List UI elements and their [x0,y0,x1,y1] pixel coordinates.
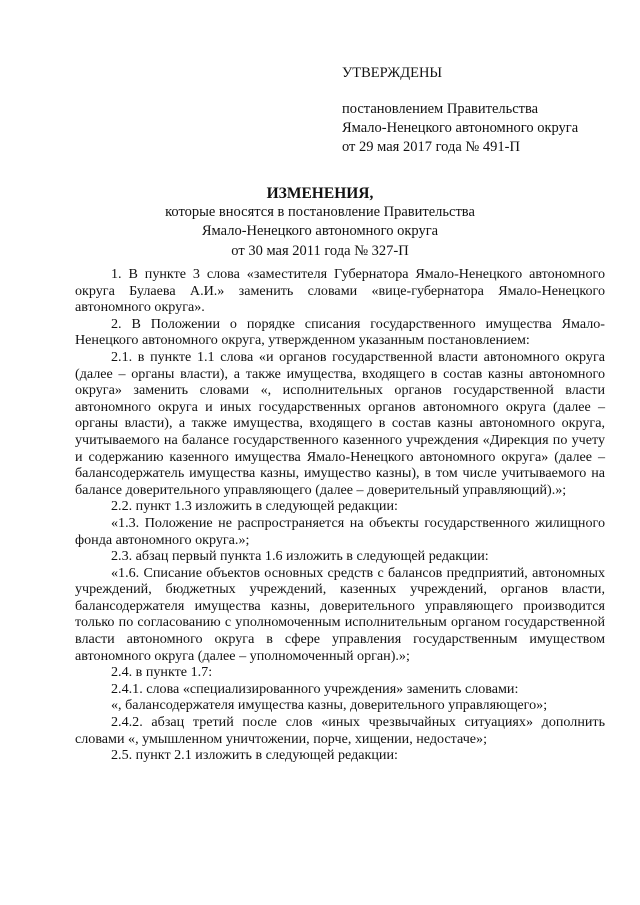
paragraph: 2.2. пункт 1.3 изложить в следующей редакции: [111,498,398,515]
paragraph: 2.4.1. слова «специализированного учреждения» заменить словами: [111,680,519,697]
paragraph: 2. В Положении о порядке списания государственного имущества Ямало-Ненецкого автономного округа, утвержденном указанным постановлением: [75,315,605,349]
document-title-block [60,184,580,261]
approval-line: Ямало-Ненецкого автономного округа [342,120,579,136]
document-subtitle: от 30 мая 2011 года № 327-П [231,242,409,259]
document-body [75,266,605,764]
document-title: ИЗМЕНЕНИЯ, [266,185,374,202]
paragraph: «, балансодержателя имущества казны, доверительного управляющего»; [111,697,548,714]
paragraph: 2.4.2. абзац третий после слов «иных чрезвычайных ситуациях» дополнить словами «, умышленном уничтожении, порче, хищении, недостаче»; [75,714,605,747]
document-subtitle: которые вносятся в постановление Правительства [165,204,475,221]
paragraph: 2.5. пункт 2.1 изложить в следующей редакции: [111,747,398,764]
paragraph: «1.6. Списание объектов основных средств с балансов предприятий, автономных учреждений, бюджетных учреждений, казенных учреждений, органов власти, балансодержателя имущества казны, доверительного управляющего производится только по согласованию с уполномоченным исполнительным органом государственной власти автономного округа в сфере управления государственным имуществом автономного округа (далее – уполномоченный орган).»; [75,564,605,664]
paragraph: 1. В пункте 3 слова «заместителя Губернатора Ямало-Ненецкого автономного округа Булаева А.И.» заменить словами «вице-губернатора Ямало-Ненецкого автономного округа». [75,266,605,316]
paragraph: «1.3. Положение не распространяется на объекты государственного жилищного фонда автономного округа.»; [75,514,605,548]
approval-line: от 29 мая 2017 года № 491-П [342,139,520,155]
approval-heading: УТВЕРЖДЕНЫ [342,65,443,81]
paragraph: 2.1. в пункте 1.1 слова «и органов государственной власти автономного округа (далее – органы власти), а также имущества, входящего в состав казны автономного округа» заменить словами «, исполнительных органов государственной власти автономного округа и иных государственных органов автономного округа (далее – органы власти), а также имущества, входящего в состав казны автономного округа, учитываемого на балансе государственного казенного учреждения «Дирекция по учету и содержанию казенного имущества Ямало-Ненецкого автономного округа» (далее – балансодержатель имущества казны, имущество казны), в том числе учитываемого на балансе доверительного управляющего (далее – доверительный управляющий).»; [75,348,605,498]
approval-line: постановлением Правительства [342,101,539,117]
paragraph: 2.3. абзац первый пункта 1.6 изложить в следующей редакции: [111,548,489,565]
approval-stamp [342,64,632,157]
document-subtitle: Ямало-Ненецкого автономного округа [201,223,439,240]
paragraph: 2.4. в пункте 1.7: [111,664,213,681]
